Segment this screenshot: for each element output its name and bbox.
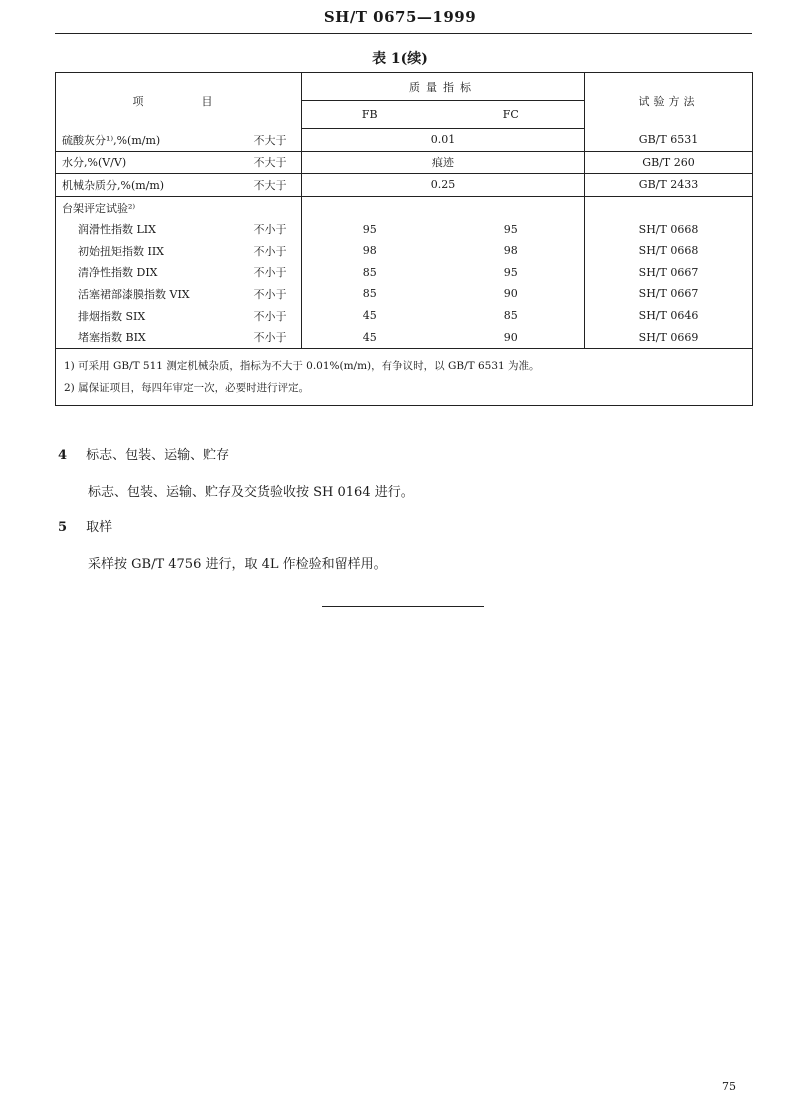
row-limit	[246, 196, 302, 218]
page-number: 75	[722, 1080, 736, 1093]
row-value-fb: 85	[362, 265, 377, 279]
table-row	[56, 305, 753, 327]
row-value-fb	[302, 196, 438, 218]
row-item: 初始扭矩指数 IIX	[56, 240, 246, 262]
row-value-fc: 85	[503, 309, 518, 323]
section-body: 标志、包装、运输、贮存及交货验收按 SH 0164 进行。	[88, 485, 414, 500]
section-number: 5	[58, 520, 68, 535]
table-row	[56, 283, 753, 305]
row-value-shared: 0.01	[302, 129, 585, 152]
column-header-method: 试验方法	[585, 73, 753, 129]
row-value-shared: 0.25	[302, 174, 585, 197]
header-rule	[55, 33, 752, 34]
row-method: SH/T 0668	[585, 218, 753, 240]
row-value-fb: 98	[362, 244, 377, 258]
row-method: SH/T 0667	[585, 262, 753, 284]
row-limit: 不小于	[246, 305, 302, 327]
row-limit: 不大于	[246, 151, 302, 174]
row-value-shared: 痕迹	[302, 151, 585, 174]
table-row	[56, 129, 753, 152]
row-item: 机械杂质分,%(m/m)	[56, 174, 246, 197]
section-title: 标志、包装、运输、贮存	[86, 448, 230, 463]
quality-spec-table	[55, 72, 753, 406]
row-value-fc	[438, 196, 585, 218]
row-value-fb: 45	[362, 330, 377, 344]
row-item: 清净性指数 DIX	[56, 262, 246, 284]
row-limit: 不小于	[246, 326, 302, 348]
row-value-fc: 95	[503, 222, 518, 236]
row-method	[585, 196, 753, 218]
row-method: GB/T 2433	[585, 174, 753, 197]
row-value-fc: 90	[503, 287, 518, 301]
column-header-item: 项 目	[56, 73, 302, 129]
row-item: 润滑性指数 LIX	[56, 218, 246, 240]
row-value-fc: 98	[503, 244, 518, 258]
table-row	[56, 218, 753, 240]
row-value-fb: 45	[362, 309, 377, 323]
row-item: 排烟指数 SIX	[56, 305, 246, 327]
section-number: 4	[58, 448, 68, 463]
row-method: GB/T 260	[585, 151, 753, 174]
row-method: SH/T 0646	[585, 305, 753, 327]
table-note: 1) 可采用 GB/T 511 测定机械杂质，指标为不大于 0.01%(m/m)，有争议时，以 GB/T 6531 为准。	[64, 359, 540, 372]
standard-code-header: SH/T 0675—1999	[323, 8, 477, 26]
table-note: 2) 属保证项目，每四年审定一次，必要时进行评定。	[64, 381, 310, 394]
row-item: 台架评定试验²⁾	[56, 196, 246, 218]
row-value-fb: 95	[362, 222, 377, 236]
row-value-fc: 95	[503, 265, 518, 279]
row-limit: 不小于	[246, 283, 302, 305]
row-limit: 不大于	[246, 174, 302, 197]
section-heading	[58, 444, 229, 463]
end-of-document-rule	[322, 606, 484, 607]
row-item: 堵塞指数 BIX	[56, 326, 246, 348]
table-row	[56, 151, 753, 174]
table-notes	[56, 348, 753, 405]
table-row	[56, 174, 753, 197]
table-row	[56, 196, 753, 218]
row-limit: 不小于	[246, 218, 302, 240]
section-body: 采样按 GB/T 4756 进行，取 4L 作检验和留样用。	[88, 557, 387, 572]
table-row	[56, 240, 753, 262]
table-row	[56, 262, 753, 284]
row-value-fc: 90	[503, 330, 518, 344]
section-heading	[58, 516, 112, 535]
section-title: 取样	[86, 520, 113, 535]
row-value-fb: 85	[362, 287, 377, 301]
row-item: 活塞裙部漆膜指数 VIX	[56, 283, 246, 305]
row-limit: 不小于	[246, 240, 302, 262]
row-method: SH/T 0669	[585, 326, 753, 348]
column-header-quality: 质量指标	[302, 73, 585, 101]
column-header-grade-fb: FB	[302, 101, 438, 129]
row-item: 水分,%(V/V)	[56, 151, 246, 174]
row-limit: 不大于	[246, 129, 302, 152]
table-row	[56, 326, 753, 348]
table-notes-row	[56, 348, 753, 405]
row-limit: 不小于	[246, 262, 302, 284]
row-method: SH/T 0667	[585, 283, 753, 305]
row-method: GB/T 6531	[585, 129, 753, 152]
row-item: 硫酸灰分¹⁾,%(m/m)	[56, 129, 246, 152]
row-method: SH/T 0668	[585, 240, 753, 262]
table-caption: 表 1(续)	[372, 51, 428, 67]
column-header-grade-fc: FC	[438, 101, 585, 129]
